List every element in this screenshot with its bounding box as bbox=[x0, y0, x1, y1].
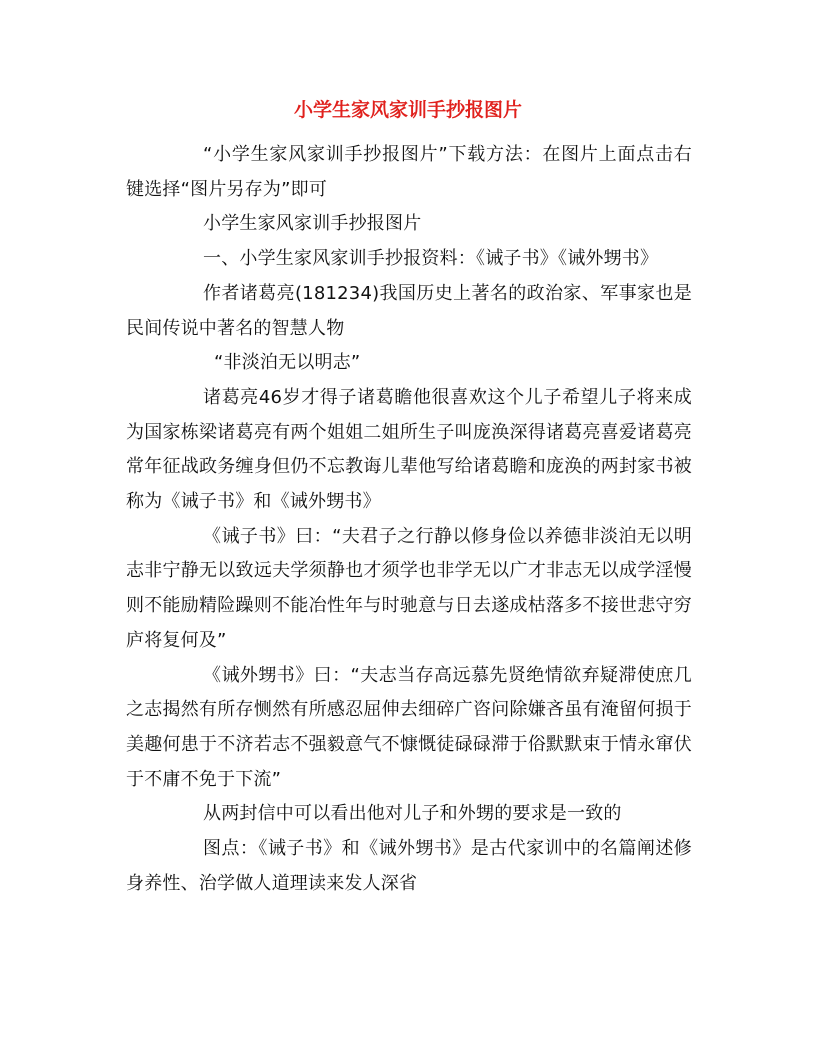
paragraph-section-heading: 一、小学生家风家训手抄报资料：《诫子书》《诫外甥书》 bbox=[203, 248, 659, 270]
paragraph-subtitle: 小学生家风家训手抄报图片 bbox=[203, 213, 422, 235]
paragraph-jiewaishengshu: 《诫外甥书》曰：“夫志当存高远慕先贤绝情欲弃疑滞使庶几之志揭然有所存恻然有所感忍屈伸去细碎广咨问除嫌吝虽有淹留何损于美趣何患于不济若志不强毅意气不慷慨徒碌碌滞于俗默默束于情永窜伏于不庸不免于下流” bbox=[126, 664, 692, 790]
paragraph-download-instructions: “小学生家风家训手抄报图片”下载方法：在图片上面点击右键选择“图片另存为”即可 bbox=[126, 144, 692, 200]
document-title: 小学生家风家训手抄报图片 bbox=[293, 99, 522, 121]
paragraph-quote: “非淡泊无以明志” bbox=[214, 352, 361, 374]
paragraph-author-intro: 作者诸葛亮(181234)我国历史上著名的政治家、军事家也是民间传说中著名的智慧人物 bbox=[126, 282, 692, 339]
paragraph-background: 诸葛亮46岁才得子诸葛瞻他很喜欢这个儿子希望儿子将来成为国家栋梁诸葛亮有两个姐姐二姐所生子叫庞涣深得诸葛亮喜爱诸葛亮常年征战政务缠身但仍不忘教诲儿辈他写给诸葛瞻和庞涣的两封家书被称为《诫子书》和《诫外甥书》 bbox=[126, 386, 692, 513]
document-body bbox=[126, 138, 692, 901]
paragraph-conclusion: 从两封信中可以看出他对儿子和外甥的要求是一致的 bbox=[203, 803, 622, 825]
paragraph-jiezishu: 《诫子书》曰：“夫君子之行静以修身俭以养德非淡泊无以明志非宁静无以致远夫学须静也才须学也非学无以广才非志无以成学淫慢则不能励精险躁则不能冶性年与时驰意与日去遂成枯落多不接世悲守穷庐将复何及” bbox=[126, 525, 692, 651]
paragraph-commentary: 图点：《诫子书》和《诫外甥书》是古代家训中的名篇阐述修身养性、治学做人道理读来发人深省 bbox=[126, 838, 692, 894]
